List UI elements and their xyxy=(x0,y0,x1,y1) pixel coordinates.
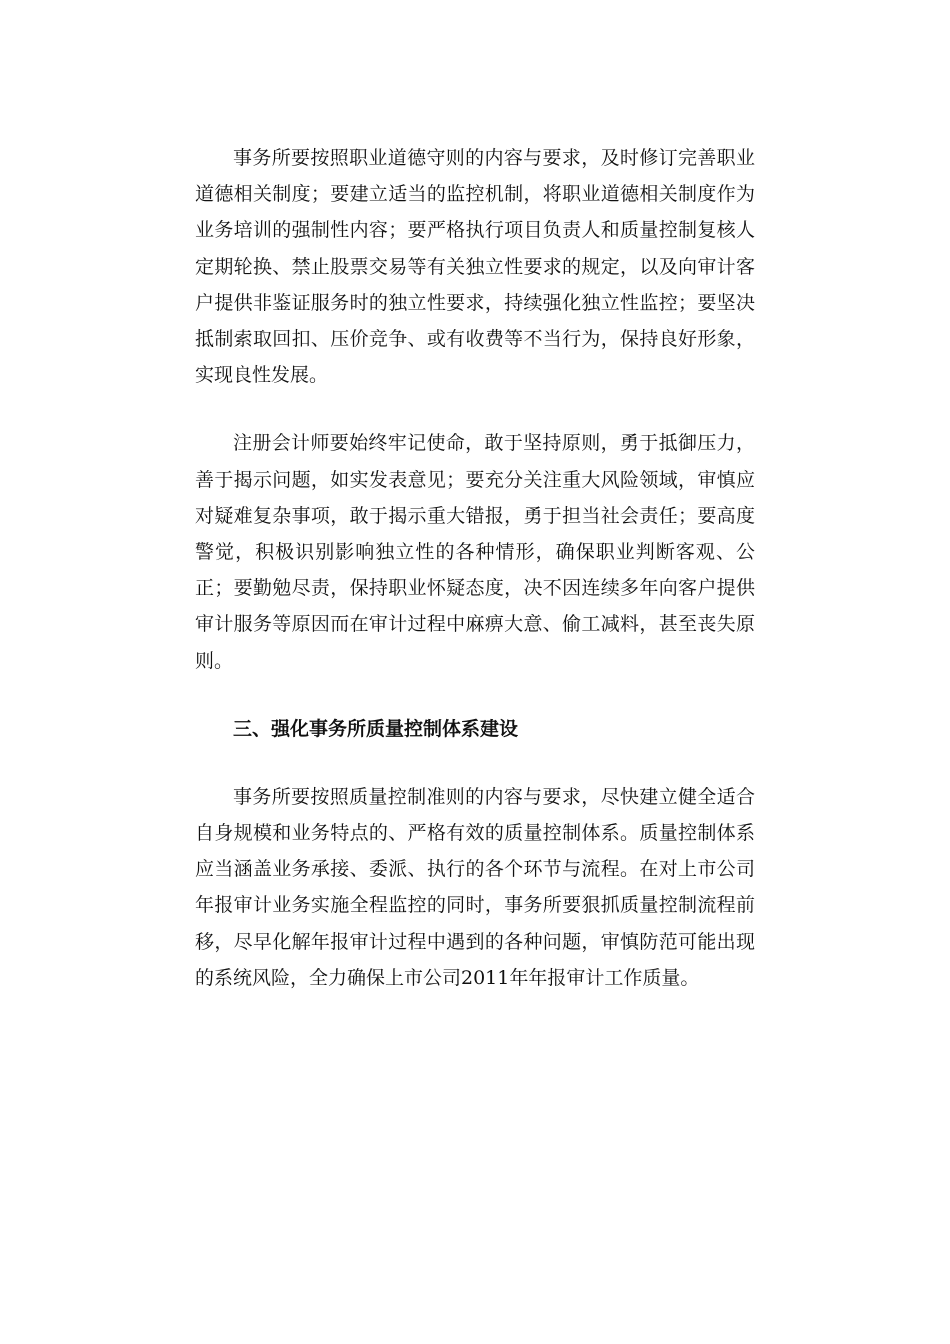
document-body xyxy=(195,140,755,996)
paragraph-quality-control: 事务所要按照质量控制准则的内容与要求，尽快建立健全适合自身规模和业务特点的、严格有效的质量控制体系。质量控制体系应当涵盖业务承接、委派、执行的各个环节与流程。在对上市公司年报审计业务实施全程监控的同时，事务所要狠抓质量控制流程前移，尽早化解年报审计过程中遇到的各种问题，审慎防范可能出现的系统风险，全力确保上市公司2011年年报审计工作质量。 xyxy=(195,785,755,989)
section-heading: 三、强化事务所质量控制体系建设 xyxy=(233,717,519,740)
paragraph-cpa-duties: 注册会计师要始终牢记使命，敢于坚持原则，勇于抵御压力，善于揭示问题，如实发表意见；要充分关注重大风险领域，审慎应对疑难复杂事项，敢于揭示重大错报，勇于担当社会责任；要高度警觉，积极识别影响独立性的各种情形，确保职业判断客观、公正；要勤勉尽责，保持职业怀疑态度，决不因连续多年向客户提供审计服务等原因而在审计过程中麻痹大意、偷工减料，甚至丧失原则。 xyxy=(195,432,755,672)
paragraph-professional-ethics: 事务所要按照职业道德守则的内容与要求，及时修订完善职业道德相关制度；要建立适当的监控机制，将职业道德相关制度作为业务培训的强制性内容；要严格执行项目负责人和质量控制复核人定期轮换、禁止股票交易等有关独立性要求的规定，以及向审计客户提供非鉴证服务时的独立性要求，持续强化独立性监控；要坚决抵制索取回扣、压价竞争、或有收费等不当行为，保持良好形象，实现良性发展。 xyxy=(195,147,755,387)
